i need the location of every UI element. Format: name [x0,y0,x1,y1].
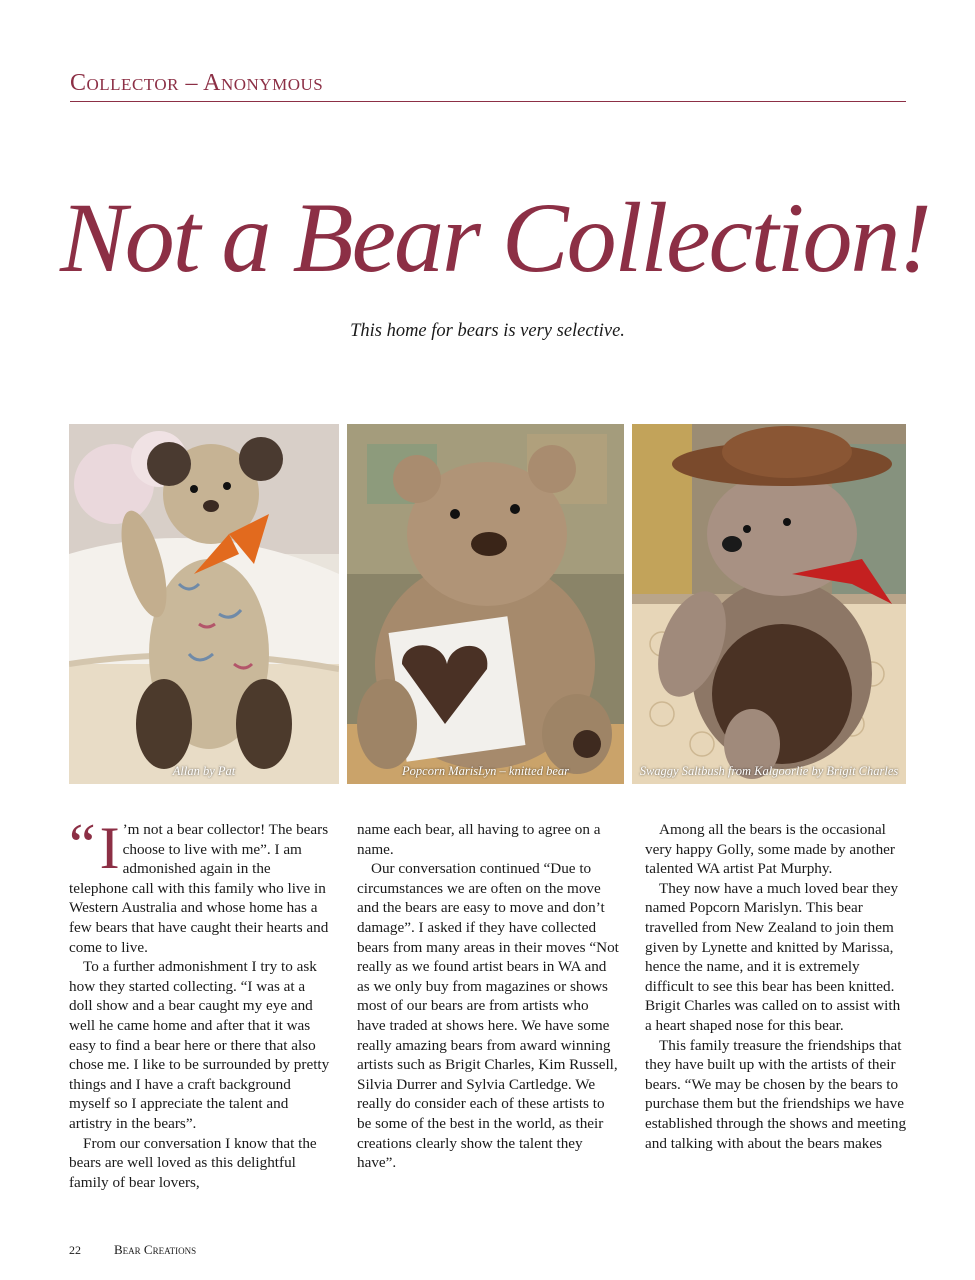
page-number: 22 [69,1243,81,1257]
photo-popcorn [347,424,624,784]
body-column-3 [645,820,907,1153]
paragraph: To a further admonishment I try to ask how they started collecting. “I was at a doll show and a bear caught my eye and well he came home and after that it was easy to find a bear here or there that also chose me. I like to be surrounded by pretty things and I have a craft background myself so I appreciate the talent and artistry in the bears”. [69,958,330,1132]
paragraph: From our conversation I know that the bears are well loved as this delightful family of bear lovers, [69,1134,317,1191]
body-column-2 [357,820,619,1173]
knitted-bear-photo [347,424,624,784]
article-title: Not a Bear Collection! [60,182,930,293]
quote-mark: “ [69,812,96,878]
paragraph: name each bear, all having to agree on a name. [357,821,601,858]
photo-swaggy [632,424,906,784]
photo-caption: Allan by Pat [172,764,236,778]
body-column-1 [69,812,331,1192]
paragraph: Among all the bears is the occasional very happy Golly, some made by another talented WA artist Pat Murphy. [645,821,895,878]
paragraph [69,812,331,957]
paragraph-text: ’m not a bear collector! The bears choose to live with me”. I am admonished again in the telephone call with this family who live in Western Australia and whose home has a few bears that have caught their hearts and come to live. [69,821,329,956]
article-subtitle: This home for bears is very selective. [350,321,625,341]
section-header: Collector – Anonymous [70,70,906,102]
publication-name: Bear Creations [114,1242,197,1257]
page-footer [69,1242,196,1258]
hat-bear-photo [632,424,906,784]
photo-caption: Popcorn MarisLyn – knitted bear [402,764,569,778]
photo-allan [69,424,339,784]
tapestry-bear-photo [69,424,339,784]
paragraph: This family treasure the friendships that they have built up with the artists of their bears. “We may be chosen by the bears to purchase them but the friendships we have established through the shows and meeting and talking with about the bears makes [645,1036,907,1152]
photo-caption: Swaggy Saltbush from Kalgoorlie by Brigit Charles [639,764,899,778]
drop-cap: I [99,815,120,881]
paragraph: They now have a much loved bear they named Popcorn Marislyn. This bear travelled from New Zealand to join them given by Lynette and knitted by Marissa, hence the name, and it is extremely difficult to see this bear has been knitted. Brigit Charles was called on to assist with a heart shaped nose for this bear. [645,879,901,1034]
paragraph: Our conversation continued “Due to circumstances we are often on the move and the bears are easy to move and don’t damage”. I asked if they have collected bears from many areas in their moves “Not really as we found artist bears in WA and as we only buy from magazines or shows most of our bears are from artists who have traded at shows here. We have some really amazing bears from award winning artists such as Brigit Charles, Kim Russell, Silvia Durrer and Sylvia Cartledge. We really do consider each of these artists to be some of the best in the world, as their creations clearly show the talent they have”. [357,860,619,1172]
